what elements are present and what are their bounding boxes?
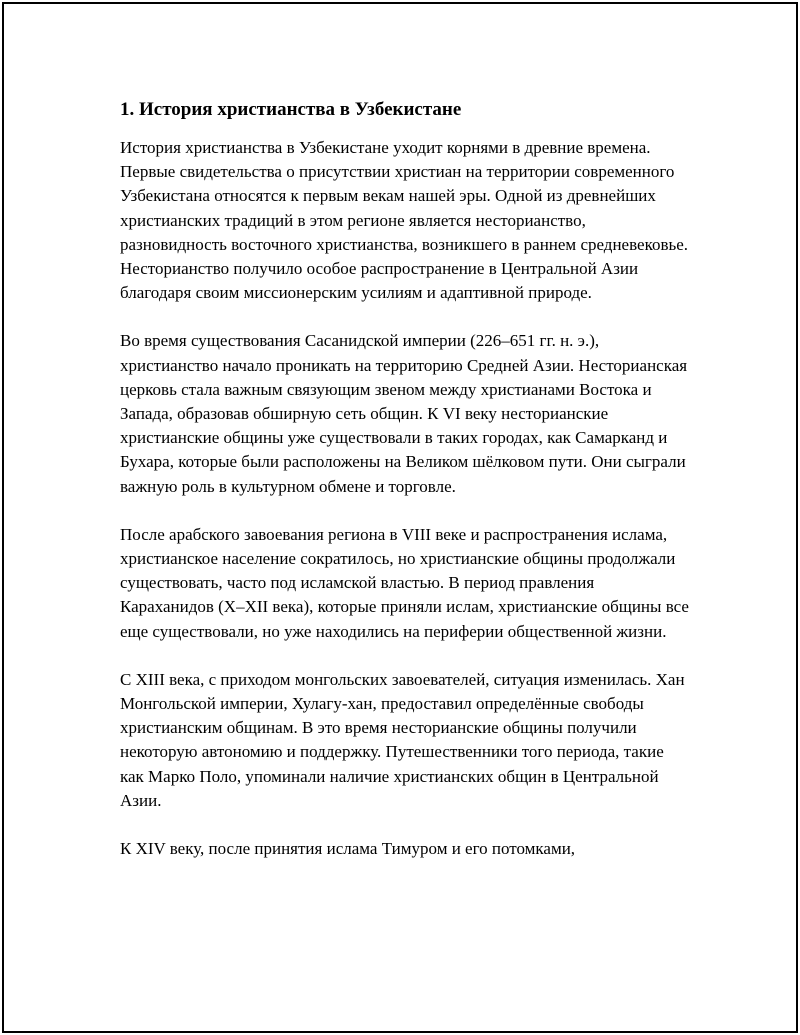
paragraph-5: К XIV веку, после принятия ислама Тимуром и его потомками, — [120, 839, 576, 859]
section-heading: 1. История христианства в Узбекистане — [120, 99, 462, 120]
document-content — [120, 96, 690, 885]
paragraph-3: После арабского завоевания региона в VIII веке и распространения ислама, христианское население сократилось, но христианские общины продолжали существовать, часто под исламской властью. В период правления Караханидов (X–XII века), которые приняли ислам, христианские общины все еще существовали, но уже находились на периферии общественной жизни. — [120, 524, 689, 641]
document-page — [2, 2, 798, 1033]
paragraph-4: С XIII века, с приходом монгольских завоевателей, ситуация изменилась. Хан Монгольской империи, Хулагу-хан, предоставил определённые свободы христианским общинам. В это время несторианские общины получили некоторую автономию и поддержку. Путешественники того периода, такие как Марко Поло, упоминали наличие христианских общин в Центральной Азии. — [120, 669, 685, 810]
paragraph-1: История христианства в Узбекистане уходит корнями в древние времена. Первые свидетельства о присутствии христиан на территории современного Узбекистана относятся к первым векам нашей эры. Одной из древнейших христианских традиций в этом регионе является несторианство, разновидность восточного христианства, возникшего в раннем средневековье. Несторианство получило особое распространение в Центральной Азии благодаря своим миссионерским усилиям и адаптивной природе. — [120, 138, 689, 303]
paragraph-2: Во время существования Сасанидской империи (226–651 гг. н. э.), христианство начало проникать на территорию Средней Азии. Несторианская церковь стала важным связующим звеном между христианами Востока и Запада, образовав обширную сеть общин. К VI веку несторианские христианские общины уже существовали в таких городах, как Самарканд и Бухара, которые были расположены на Великом шёлковом пути. Они сыграли важную роль в культурном обмене и торговле. — [120, 331, 688, 496]
